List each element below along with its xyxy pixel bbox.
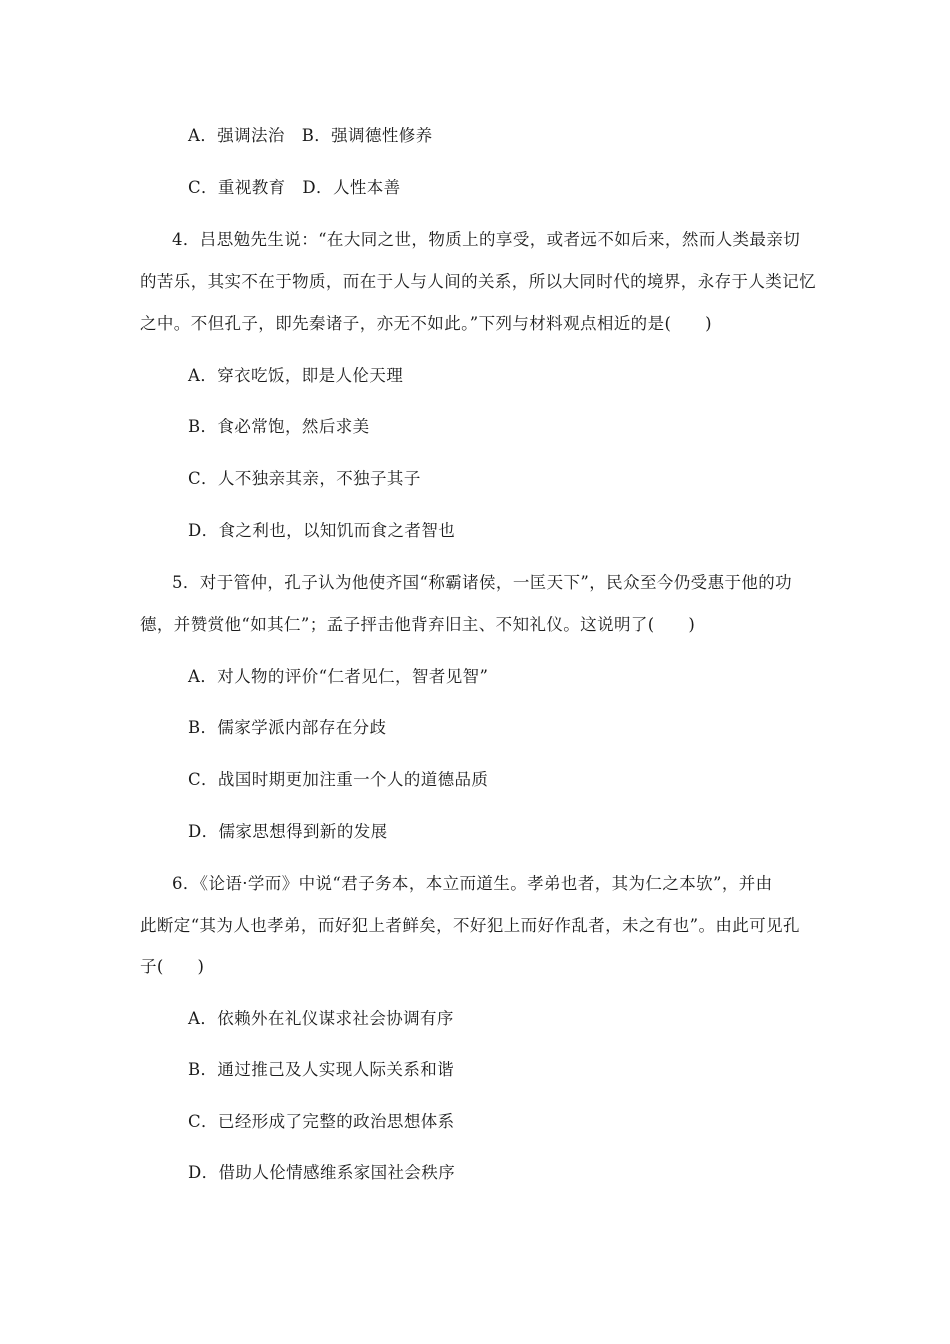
- q5-option-c: C．战国时期更加注重一个人的道德品质: [188, 770, 489, 789]
- q3-option-row-ab: A．强调法治 B．强调德性修养: [188, 126, 433, 145]
- q6-option-d: D．借助人伦情感维系家国社会秩序: [188, 1163, 456, 1182]
- q4-option-a: A．穿衣吃饭，即是人伦天理: [188, 366, 404, 385]
- q6-stem-line-2: 此断定“其为人也孝弟，而好犯上者鲜矣，不好犯上而好作乱者，未之有也”。由此可见孔: [140, 916, 800, 935]
- q4-stem-line-1: 4．吕思勉先生说：“在大同之世，物质上的享受，或者远不如后来，然而人类最亲切: [172, 230, 801, 249]
- q5-stem-line-1: 5．对于管仲，孔子认为他使齐国“称霸诸侯，一匡天下”，民众至今仍受惠于他的功: [172, 573, 793, 592]
- q6-option-a: A．依赖外在礼仪谋求社会协调有序: [188, 1009, 454, 1028]
- q6-option-b: B．通过推己及人实现人际关系和谐: [188, 1060, 455, 1079]
- q3-option-row-cd: C．重视教育 D．人性本善: [188, 178, 401, 197]
- q4-option-c: C．人不独亲其亲，不独子其子: [188, 469, 421, 488]
- q6-stem-line-3: 子( ): [140, 957, 205, 976]
- q5-option-a: A．对人物的评价“仁者见仁，智者见智”: [188, 667, 489, 686]
- q4-option-b: B．食必常饱，然后求美: [188, 417, 370, 436]
- q6-option-c: C．已经形成了完整的政治思想体系: [188, 1112, 455, 1131]
- q4-stem-line-3: 之中。不但孔子，即先秦诸子，亦无不如此。”下列与材料观点相近的是( ): [140, 314, 712, 333]
- q5-option-b: B．儒家学派内部存在分歧: [188, 718, 387, 737]
- q6-stem-line-1: 6．《论语·学而》中说“君子务本，本立而道生。孝弟也者，其为仁之本欤”，并由: [172, 874, 773, 893]
- q4-option-d: D．食之利也，以知饥而食之者智也: [188, 521, 456, 540]
- q5-option-d: D．儒家思想得到新的发展: [188, 822, 388, 841]
- q5-stem-line-2: 德，并赞赏他“如其仁”；孟子抨击他背弃旧主、不知礼仪。这说明了( ): [140, 615, 696, 634]
- q4-stem-line-2: 的苦乐，其实不在于物质，而在于人与人间的关系，所以大同时代的境界，永存于人类记忆: [140, 272, 816, 291]
